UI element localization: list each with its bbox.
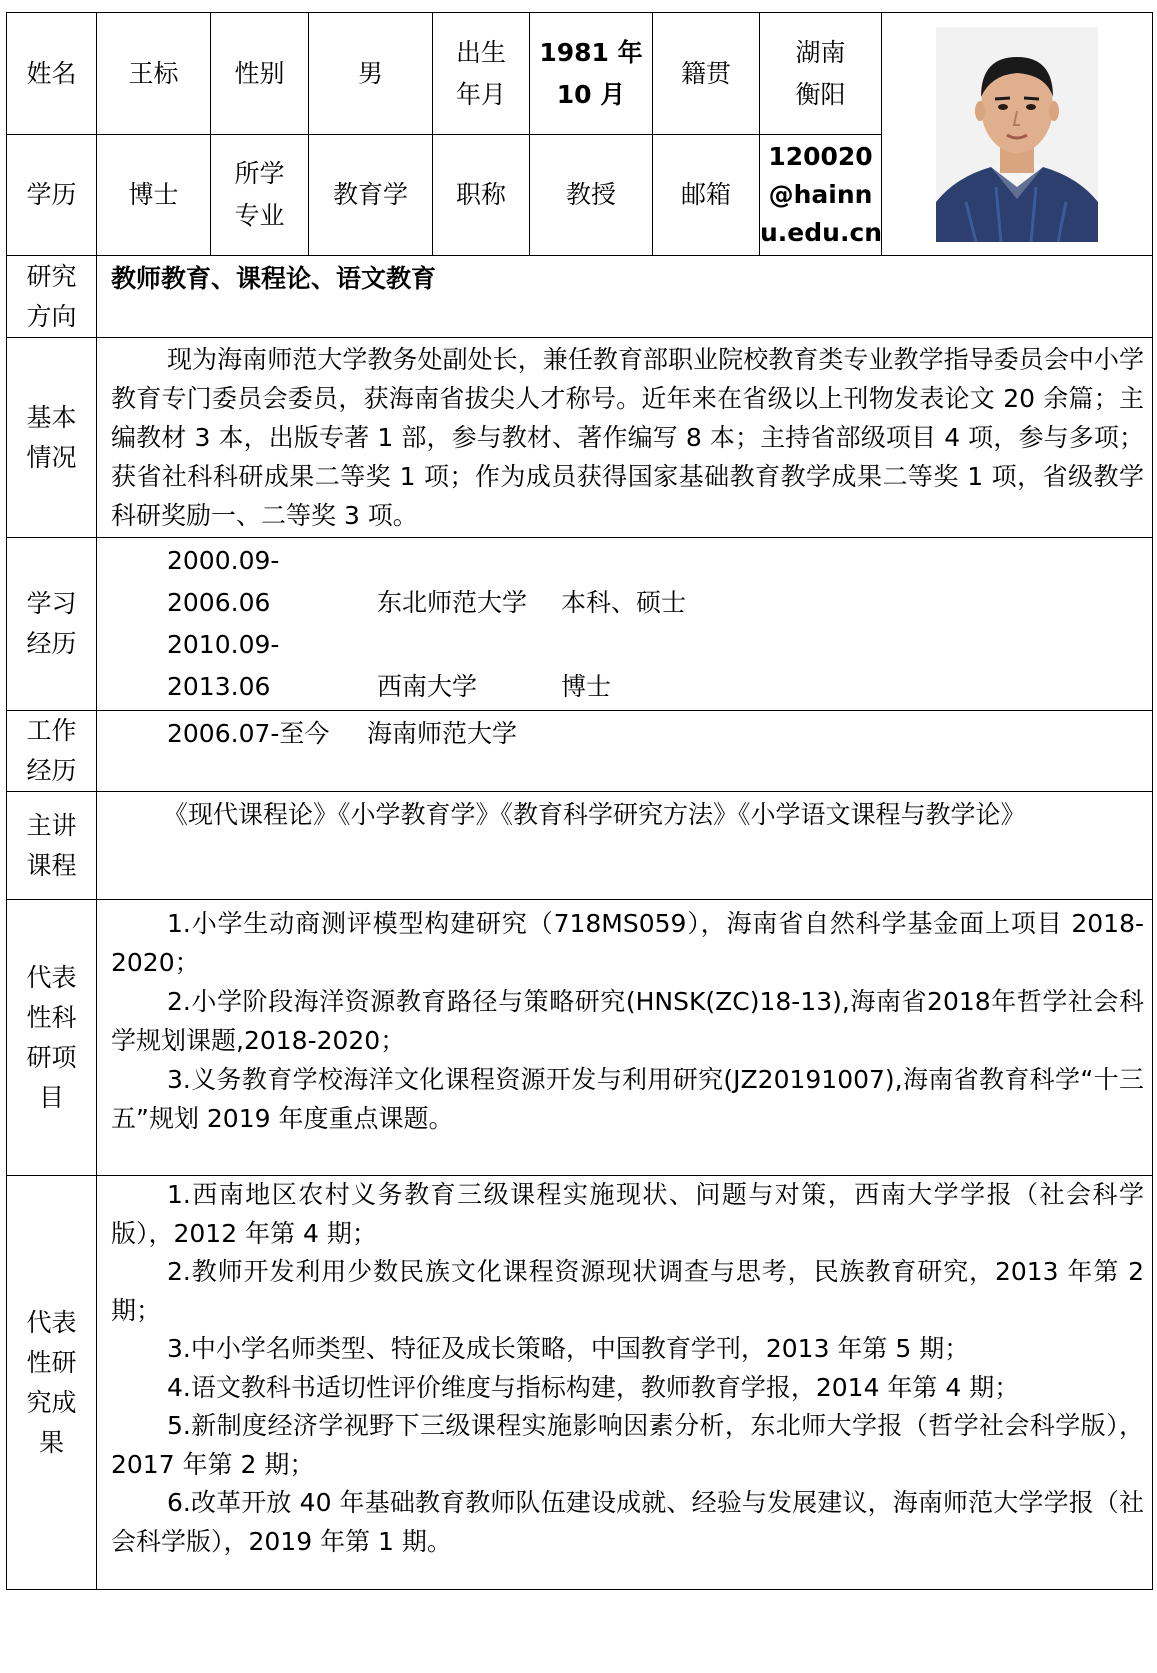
work-value xyxy=(97,711,1153,792)
origin-value xyxy=(760,13,882,135)
output-item: 6.改革开放 40 年基础教育教师队伍建设成就、经验与发展建议，海南师范大学学报（社会科学版），2019 年第 1 期。 xyxy=(111,1488,1144,1556)
research-label xyxy=(7,256,97,338)
major-label-line-1: 所学 xyxy=(234,159,285,188)
projects-label-line-4: 目 xyxy=(38,1082,64,1112)
basic-label-line-1: 基本 xyxy=(26,402,77,432)
gender-label: 性别 xyxy=(211,13,309,135)
outputs-label xyxy=(7,1176,97,1590)
education-degree: 博士 xyxy=(561,672,612,701)
courses-value xyxy=(97,792,1153,900)
birth-value xyxy=(530,13,653,135)
education-label xyxy=(7,538,97,711)
title-label: 职称 xyxy=(433,135,530,256)
education-period: 2010.09-2013.06 xyxy=(167,630,280,701)
research-value: 教师教育、课程论、语文教育 xyxy=(97,256,1153,338)
resume-table xyxy=(6,12,1153,1590)
projects-label-line-2: 性科 xyxy=(26,1002,77,1032)
projects-label-line-1: 代表 xyxy=(26,962,77,992)
research-label-line-2: 方向 xyxy=(26,301,77,331)
output-item: 2.教师开发利用少数民族文化课程资源现状调查与思考，民族教育研究，2013 年第 2 期； xyxy=(111,1257,1144,1325)
email-line-3: u.edu.cn xyxy=(760,218,883,247)
birth-label-line-1: 出生 xyxy=(455,37,506,67)
basic-value xyxy=(97,338,1153,538)
education-period: 2000.09-2006.06 xyxy=(167,546,280,617)
courses-label-line-1: 主讲 xyxy=(26,810,77,840)
basic-text: 现为海南师范大学教务处副处长，兼任教育部职业院校教育类专业教学指导委员会中小学教育专门委员会委员，获海南省拔尖人才称号。近年来在省级以上刊物发表论文 20 余篇；主编教材 3 本，出版专著 1 部，参与教材、著作编写 8 本；主持省部级项目 4 项，参与多项；获省社科科研成果二等奖 1 项；作为成员获得国家基础教育教学成果二等奖 1 项，省级教学科研奖励一、二等奖 3 项。 xyxy=(111,345,1144,530)
projects-label xyxy=(7,900,97,1176)
projects-value xyxy=(97,900,1153,1176)
outputs-label-line-2: 性研 xyxy=(26,1347,77,1377)
outputs-label-line-4: 果 xyxy=(38,1427,64,1457)
education-value xyxy=(97,538,1153,711)
email-line-2: @hainn xyxy=(768,180,873,209)
projects-label-line-3: 研项 xyxy=(26,1042,77,1072)
gender-value: 男 xyxy=(309,13,433,135)
major-value: 教育学 xyxy=(309,135,433,256)
research-label-line-1: 研究 xyxy=(26,261,77,291)
education-label-line-2: 经历 xyxy=(26,629,77,658)
work-item xyxy=(111,713,1144,755)
education-school: 西南大学 xyxy=(377,672,478,701)
origin-line-2: 衡阳 xyxy=(795,79,846,109)
work-label-line-1: 工作 xyxy=(26,716,77,745)
work-period: 2006.07-至今 xyxy=(167,719,330,748)
title-value: 教授 xyxy=(530,135,653,256)
email-label: 邮箱 xyxy=(653,135,760,256)
major-label xyxy=(211,135,309,256)
origin-line-1: 湖南 xyxy=(795,37,846,67)
education-school: 东北师范大学 xyxy=(377,588,528,617)
output-item: 1.西南地区农村义务教育三级课程实施现状、问题与对策，西南大学学报（社会科学版），2012 年第 4 期； xyxy=(111,1180,1144,1248)
project-item: 2.小学阶段海洋资源教育路径与策略研究(HNSK(ZC)18-13),海南省2018年哲学社会科学规划课题,2018-2020； xyxy=(111,987,1144,1055)
output-item: 5.新制度经济学视野下三级课程实施影响因素分析，东北师大学报（哲学社会科学版），2017 年第 2 期； xyxy=(111,1411,1144,1479)
degree-value: 博士 xyxy=(97,135,211,256)
project-item: 3.义务教育学校海洋文化课程资源开发与利用研究(JZ20191007),海南省教育科学“十三五”规划 2019 年度重点课题。 xyxy=(111,1065,1144,1133)
work-label xyxy=(7,711,97,792)
name-label: 姓名 xyxy=(7,13,97,135)
courses-label-line-2: 课程 xyxy=(26,850,77,880)
courses-label xyxy=(7,792,97,900)
email-value[interactable] xyxy=(760,135,882,256)
output-item: 4.语文教科书适切性评价维度与指标构建，教师教育学报，2014 年第 4 期； xyxy=(167,1372,1020,1402)
birth-month: 10 月 xyxy=(556,79,626,109)
portrait-photo-icon xyxy=(936,27,1098,242)
education-label-line-1: 学习 xyxy=(26,589,77,618)
origin-label: 籍贯 xyxy=(653,13,760,135)
birth-year: 1981 年 xyxy=(539,37,643,67)
education-degree: 本科、硕士 xyxy=(561,588,687,617)
name-value: 王标 xyxy=(97,13,211,135)
project-item: 1.小学生动商测评模型构建研究（718MS059），海南省自然科学基金面上项目 2018-2020； xyxy=(111,909,1144,977)
birth-label-line-2: 年月 xyxy=(455,79,506,109)
education-item xyxy=(111,624,1144,708)
courses-text: 《现代课程论》《小学教育学》《教育科学研究方法》《小学语文课程与教学论》 xyxy=(163,800,1026,829)
birth-label xyxy=(433,13,530,135)
basic-label xyxy=(7,338,97,538)
outputs-label-line-3: 究成 xyxy=(26,1387,77,1417)
email-line-1: 120020 xyxy=(768,142,873,171)
education-item xyxy=(111,540,1144,624)
outputs-label-line-1: 代表 xyxy=(26,1307,77,1337)
photo-cell xyxy=(882,13,1153,256)
work-org: 海南师范大学 xyxy=(367,719,518,748)
output-item: 3.中小学名师类型、特征及成长策略，中国教育学刊，2013 年第 5 期； xyxy=(167,1334,970,1363)
outputs-value xyxy=(97,1176,1153,1590)
major-label-line-2: 专业 xyxy=(234,201,285,230)
work-label-line-2: 经历 xyxy=(26,756,77,785)
basic-label-line-2: 情况 xyxy=(26,442,77,472)
degree-label: 学历 xyxy=(7,135,97,256)
